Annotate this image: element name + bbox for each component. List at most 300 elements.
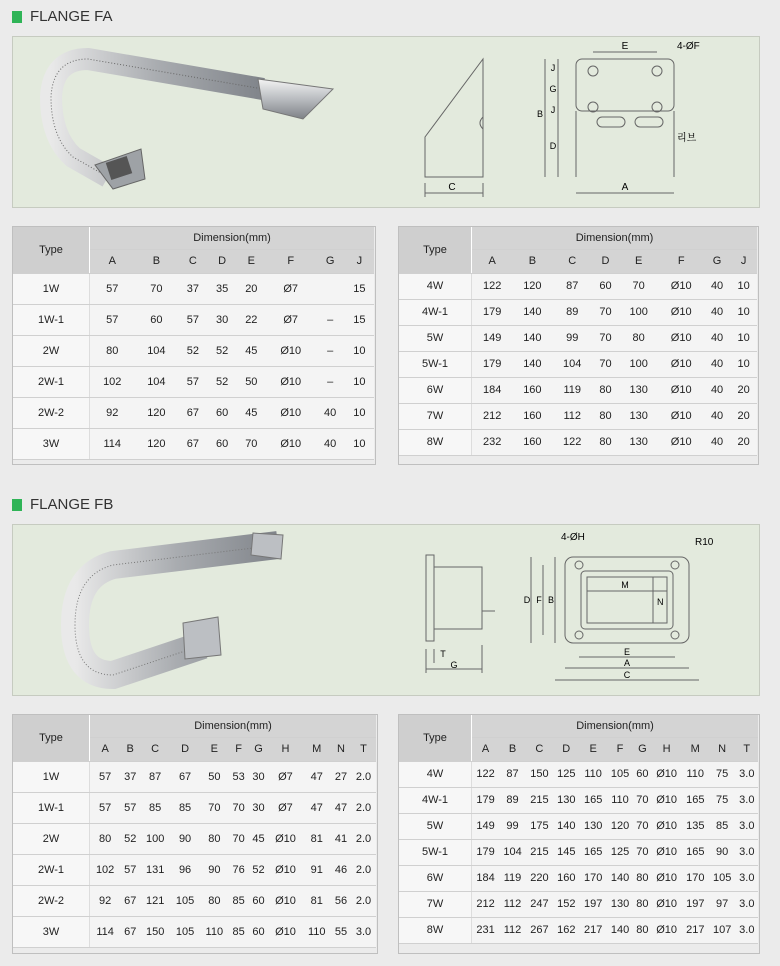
value-cell: 110 [607,787,634,813]
value-cell: 104 [499,839,526,865]
value-cell: 10 [730,351,757,377]
fb-dim-g: G [450,660,458,670]
type-cell: 3W [13,916,90,947]
fa-rib-label: 리브 [677,133,697,144]
column-header: C [140,737,170,761]
fb-right-table [399,715,758,944]
value-cell: 92 [90,397,135,428]
type-cell: 2W-1 [13,854,90,885]
type-header: Type [13,227,90,273]
value-cell: Ø10 [659,299,704,325]
value-cell: 47 [331,792,351,823]
value-cell: 57 [90,273,135,304]
table-row [13,792,376,823]
fb-left-table [13,715,376,948]
value-cell: 165 [682,787,709,813]
value-cell: 145 [553,839,580,865]
value-cell: Ø10 [269,854,303,885]
table-row [399,403,757,429]
table-row [13,335,374,366]
fb-chain-image [75,533,283,675]
value-cell: 57 [178,366,207,397]
value-cell: 40 [316,397,345,428]
value-cell: Ø10 [659,403,704,429]
value-cell: 80 [633,865,651,891]
value-cell: 220 [526,865,553,891]
column-header: C [526,737,553,761]
value-cell: 110 [682,761,709,787]
value-cell: 160 [553,865,580,891]
table-row [399,299,757,325]
section-marker-fb [12,499,22,511]
value-cell: 30 [249,792,269,823]
value-cell: 184 [472,865,500,891]
value-cell: 70 [619,273,659,299]
value-cell: 52 [178,335,207,366]
value-cell: 80 [90,335,135,366]
value-cell: 3.0 [351,916,376,947]
value-cell: 96 [170,854,200,885]
column-header: G [633,737,651,761]
value-cell: Ø10 [651,787,681,813]
value-cell: 60 [592,273,619,299]
column-header: M [682,737,709,761]
dimension-header: Dimension(mm) [472,227,758,249]
value-cell: 105 [170,885,200,916]
type-cell: 5W [399,813,472,839]
table-row [399,865,758,891]
fb-dim-b: B [547,595,555,605]
column-header: F [266,249,316,273]
value-cell: Ø10 [659,351,704,377]
value-cell: 70 [237,428,266,459]
value-cell: 91 [302,854,331,885]
value-cell: 80 [200,823,229,854]
value-cell: Ø10 [269,823,303,854]
value-cell: 27 [331,761,351,792]
value-cell: 135 [682,813,709,839]
value-cell: 75 [709,761,736,787]
value-cell: 215 [526,839,553,865]
type-cell: 7W [399,403,472,429]
value-cell: 247 [526,891,553,917]
type-header: Type [13,715,90,761]
value-cell: 90 [170,823,200,854]
section-title-fa [12,8,113,25]
value-cell: 112 [552,403,592,429]
value-cell: 57 [120,854,140,885]
column-header: G [249,737,269,761]
table-row [13,761,376,792]
value-cell: 85 [170,792,200,823]
value-cell: 30 [249,761,269,792]
type-cell: 8W [399,917,472,943]
value-cell: 85 [709,813,736,839]
value-cell: Ø10 [659,273,704,299]
table-row [13,366,374,397]
value-cell: 67 [120,885,140,916]
value-cell: 92 [90,885,121,916]
table-row [399,917,758,943]
type-cell: 5W-1 [399,839,472,865]
table-row [13,823,376,854]
value-cell: 55 [331,916,351,947]
value-cell: 175 [526,813,553,839]
type-cell: 5W-1 [399,351,472,377]
type-cell: 2W [13,823,90,854]
value-cell: 170 [682,865,709,891]
value-cell: 56 [331,885,351,916]
type-cell: 8W [399,429,472,455]
value-cell: 70 [229,823,249,854]
type-cell: 6W [399,377,472,403]
fb-dim-n: N [657,597,664,607]
value-cell: 52 [249,854,269,885]
value-cell: – [316,304,345,335]
value-cell: 70 [633,839,651,865]
table-row [13,885,376,916]
value-cell: 231 [472,917,500,943]
value-cell: 2.0 [351,823,376,854]
value-cell: 3.0 [736,865,758,891]
value-cell: 119 [499,865,526,891]
table-row [399,351,757,377]
value-cell: 100 [619,351,659,377]
value-cell: 100 [140,823,170,854]
fb-dim-a: A [623,658,631,668]
value-cell: 81 [302,823,331,854]
value-cell: Ø7 [269,761,303,792]
value-cell: 46 [331,854,351,885]
value-cell: 160 [512,403,552,429]
value-cell: 140 [553,813,580,839]
fb-illustration-panel [12,524,760,696]
value-cell: 40 [704,429,731,455]
value-cell: Ø10 [651,865,681,891]
value-cell: 90 [709,839,736,865]
value-cell: 40 [704,351,731,377]
value-cell: Ø10 [266,397,316,428]
column-header: B [512,249,552,273]
value-cell: 10 [345,335,374,366]
column-header: E [200,737,229,761]
value-cell: 102 [90,854,121,885]
value-cell: 45 [237,335,266,366]
fb-dim-h: 4-ØH [561,532,585,543]
type-cell: 2W-2 [13,397,90,428]
value-cell: 10 [730,325,757,351]
value-cell: Ø7 [266,273,316,304]
value-cell: 45 [237,397,266,428]
value-cell: 52 [120,823,140,854]
value-cell: 2.0 [351,761,376,792]
value-cell: 89 [499,787,526,813]
value-cell: 10 [345,397,374,428]
value-cell: 57 [90,304,135,335]
value-cell: 52 [207,335,236,366]
column-header: D [207,249,236,273]
value-cell: 47 [302,792,331,823]
dimension-header: Dimension(mm) [90,715,377,737]
value-cell: 87 [499,761,526,787]
fb-dim-t: T [440,649,446,659]
value-cell: Ø10 [269,916,303,947]
value-cell: 80 [633,917,651,943]
value-cell: 112 [499,917,526,943]
fb-dim-f: F [536,595,542,605]
value-cell: 89 [552,299,592,325]
value-cell: 70 [134,273,178,304]
value-cell: 140 [512,299,552,325]
value-cell: 100 [619,299,659,325]
value-cell: 212 [472,403,513,429]
value-cell: 10 [345,366,374,397]
value-cell: 131 [140,854,170,885]
value-cell: 99 [552,325,592,351]
value-cell: 112 [499,891,526,917]
type-cell: 5W [399,325,472,351]
value-cell: 105 [709,865,736,891]
section-title-fb [12,496,113,513]
value-cell: 40 [704,377,731,403]
column-header: C [552,249,592,273]
column-header: D [170,737,200,761]
fa-dim-e: E [621,41,629,52]
value-cell: 215 [526,787,553,813]
value-cell: 197 [682,891,709,917]
fa-dim-f: 4-ØF [677,41,700,52]
value-cell: 140 [512,351,552,377]
value-cell: 3.0 [736,839,758,865]
column-header: G [316,249,345,273]
fa-drawing [13,37,759,207]
value-cell: 179 [472,839,500,865]
value-cell: 80 [633,891,651,917]
value-cell: 105 [607,761,634,787]
value-cell: 119 [552,377,592,403]
value-cell: 80 [619,325,659,351]
dimension-header: Dimension(mm) [90,227,375,249]
value-cell: 170 [580,865,607,891]
value-cell: 3.0 [736,891,758,917]
value-cell: 70 [633,813,651,839]
fa-front-view [545,52,674,193]
value-cell: 67 [170,761,200,792]
section-title-fa-text: FLANGE FA [30,8,113,25]
fb-dim-r: R10 [695,537,714,548]
fb-drawing [13,525,759,695]
value-cell: 53 [229,761,249,792]
value-cell: 217 [682,917,709,943]
value-cell: 130 [580,813,607,839]
value-cell: 232 [472,429,513,455]
column-header: F [229,737,249,761]
value-cell: 80 [200,885,229,916]
fb-dim-d: D [523,595,531,605]
column-header: B [120,737,140,761]
value-cell [316,273,345,304]
column-header: B [134,249,178,273]
column-header: M [302,737,331,761]
value-cell: 212 [472,891,500,917]
table-row [399,377,757,403]
value-cell: 162 [553,917,580,943]
type-header: Type [399,227,472,273]
value-cell: 105 [170,916,200,947]
table-row [399,429,757,455]
value-cell: 160 [512,377,552,403]
value-cell: 70 [229,792,249,823]
column-header: A [90,737,121,761]
value-cell: 40 [704,273,731,299]
value-cell: 35 [207,273,236,304]
value-cell: 179 [472,787,500,813]
value-cell: 10 [345,428,374,459]
fa-right-table [399,227,757,456]
value-cell: 121 [140,885,170,916]
table-row [399,761,758,787]
value-cell: Ø10 [651,891,681,917]
value-cell: 120 [134,428,178,459]
value-cell: 184 [472,377,513,403]
value-cell: 149 [472,325,513,351]
value-cell: 60 [249,885,269,916]
value-cell: 85 [229,916,249,947]
type-cell: 1W-1 [13,304,90,335]
value-cell: 20 [237,273,266,304]
value-cell: 107 [709,917,736,943]
value-cell: 57 [90,792,121,823]
table-row [399,325,757,351]
column-header: H [269,737,303,761]
value-cell: 140 [607,865,634,891]
value-cell: Ø7 [266,304,316,335]
fa-dim-g: G [549,84,557,94]
value-cell: 67 [178,397,207,428]
value-cell: 37 [120,761,140,792]
value-cell: Ø10 [266,366,316,397]
value-cell: 3.0 [736,917,758,943]
value-cell: 130 [607,891,634,917]
type-header: Type [399,715,472,761]
fa-illustration-panel [12,36,760,208]
fb-dim-m: M [621,580,629,590]
value-cell: 150 [140,916,170,947]
value-cell: 22 [237,304,266,335]
column-header: E [237,249,266,273]
column-header: T [736,737,758,761]
value-cell: 130 [619,429,659,455]
fa-dim-a: A [621,182,629,193]
value-cell: 40 [316,428,345,459]
value-cell: 125 [607,839,634,865]
value-cell: 120 [607,813,634,839]
value-cell: 20 [730,429,757,455]
value-cell: 120 [512,273,552,299]
value-cell: 20 [730,403,757,429]
value-cell: 99 [499,813,526,839]
value-cell: 85 [140,792,170,823]
table-row [13,397,374,428]
column-header: F [659,249,704,273]
value-cell: 165 [580,787,607,813]
value-cell: 20 [730,377,757,403]
value-cell: 2.0 [351,885,376,916]
table-row [399,813,758,839]
value-cell: 3.0 [736,761,758,787]
value-cell: 122 [472,761,500,787]
value-cell: Ø10 [266,428,316,459]
value-cell: 102 [90,366,135,397]
value-cell: 110 [200,916,229,947]
column-header: J [730,249,757,273]
value-cell: 179 [472,351,513,377]
value-cell: 110 [580,761,607,787]
type-cell: 6W [399,865,472,891]
column-header: A [472,737,500,761]
table-row [13,428,374,459]
fa-dim-b: B [536,109,544,119]
value-cell: 165 [580,839,607,865]
value-cell: – [316,335,345,366]
value-cell: 160 [512,429,552,455]
value-cell: 10 [730,273,757,299]
value-cell: 57 [120,792,140,823]
type-cell: 4W-1 [399,787,472,813]
value-cell: 40 [704,325,731,351]
type-cell: 4W [399,273,472,299]
value-cell: 114 [90,916,121,947]
value-cell: Ø10 [659,377,704,403]
fa-left-table [13,227,374,460]
value-cell: 60 [249,916,269,947]
value-cell: 125 [553,761,580,787]
value-cell: 140 [607,917,634,943]
value-cell: 3.0 [736,813,758,839]
table-row [13,854,376,885]
value-cell: 70 [200,792,229,823]
value-cell: 80 [592,377,619,403]
table-row [399,839,758,865]
value-cell: 30 [207,304,236,335]
column-header: D [553,737,580,761]
value-cell: 60 [134,304,178,335]
type-cell: 2W-2 [13,885,90,916]
fa-dim-j1: J [550,63,556,73]
value-cell: 60 [207,397,236,428]
value-cell: 60 [633,761,651,787]
table-row [13,304,374,335]
value-cell: 70 [592,351,619,377]
fb-side-view [426,555,495,673]
fb-dim-e: E [623,647,631,657]
value-cell: 50 [200,761,229,792]
fa-side-view [425,59,483,197]
section-marker-fa [12,11,22,23]
value-cell: 60 [207,428,236,459]
value-cell: Ø10 [651,761,681,787]
column-header: C [178,249,207,273]
value-cell: Ø10 [269,885,303,916]
value-cell: 50 [237,366,266,397]
value-cell: – [316,366,345,397]
value-cell: 104 [134,366,178,397]
value-cell: 67 [178,428,207,459]
fa-dim-j2: J [550,105,556,115]
value-cell: 57 [178,304,207,335]
value-cell: 2.0 [351,792,376,823]
value-cell: 165 [682,839,709,865]
